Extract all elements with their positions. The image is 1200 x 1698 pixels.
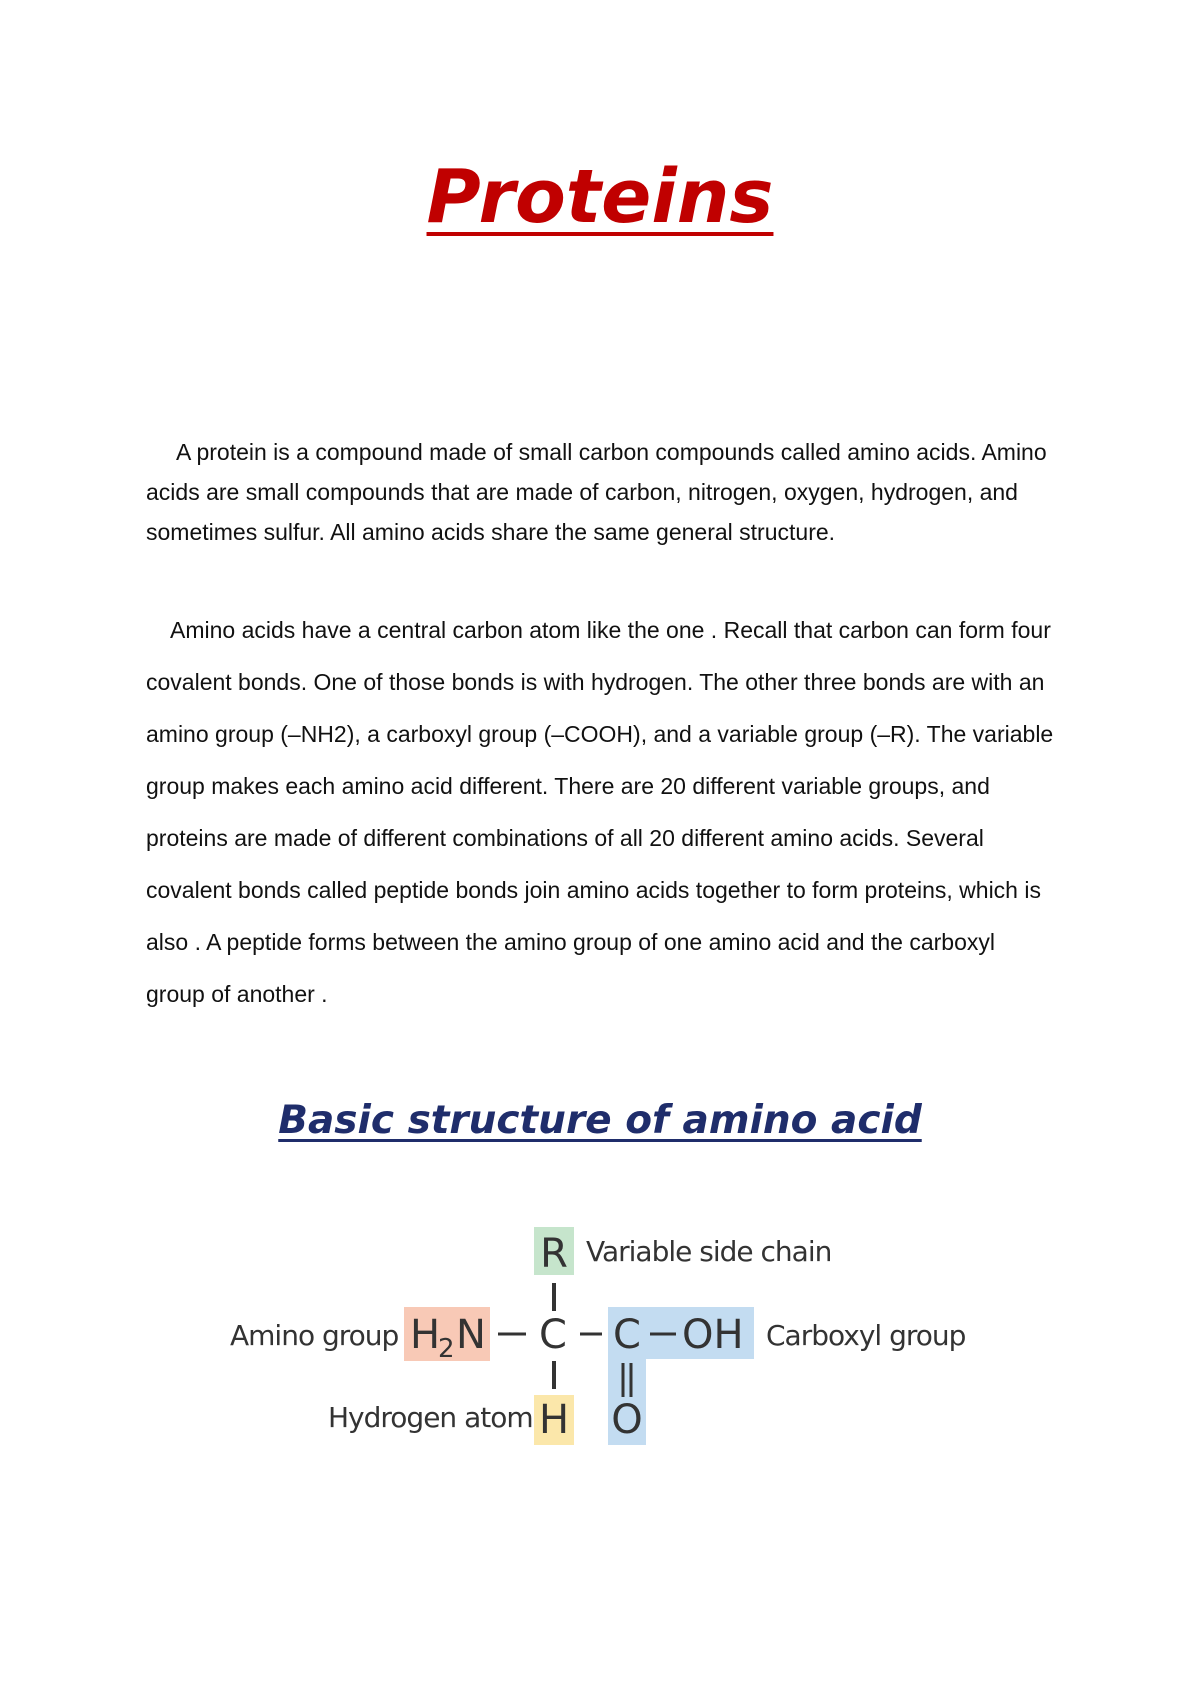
central-carbon-atom: C — [539, 1312, 567, 1358]
hydrogen-atom: H — [538, 1397, 570, 1443]
h2-subscript: 2 — [438, 1334, 455, 1364]
oxygen-atom: O — [611, 1397, 643, 1443]
h2-h-atom: H — [410, 1312, 441, 1358]
intro-paragraph: A protein is a compound made of small carbon compounds called amino acids. Amino acids are small compounds that are made of carbon, nitrogen, oxygen, hydrogen, and sometimes sulfur. All amino acids share the same general structure. — [146, 439, 1047, 545]
amino-group-label: Amino group — [230, 1319, 399, 1352]
page-title: Proteins — [426, 154, 774, 240]
carboxyl-group-label: Carboxyl group — [766, 1319, 966, 1352]
structure-paragraph: Amino acids have a central carbon atom like the one . Recall that carbon can form four covalent bonds. One of those bonds is with hydrogen. The other three bonds are with an amino group (–NH2), a carboxyl group (–COOH), and a variable group (–R). The variable group makes each amino acid different. There are 20 different variable groups, and proteins are made of different combinations of all 20 different amino acids. Several covalent bonds called peptide bonds join amino acids together to form proteins, which is also . A peptide forms between the amino group of one amino acid and the carboxyl group of another . — [146, 617, 1054, 1007]
section-title: Basic structure of amino acid — [278, 1098, 922, 1143]
carboxyl-carbon-atom: C — [613, 1312, 641, 1358]
oh-group: OH — [682, 1312, 744, 1358]
side-chain-label: Variable side chain — [586, 1235, 832, 1268]
r-atom: R — [540, 1231, 568, 1277]
n-atom: N — [456, 1312, 486, 1358]
amino-acid-structure-svg — [230, 1215, 970, 1455]
amino-acid-structure-diagram — [230, 1215, 970, 1455]
hydrogen-atom-label: Hydrogen atom — [328, 1401, 533, 1434]
